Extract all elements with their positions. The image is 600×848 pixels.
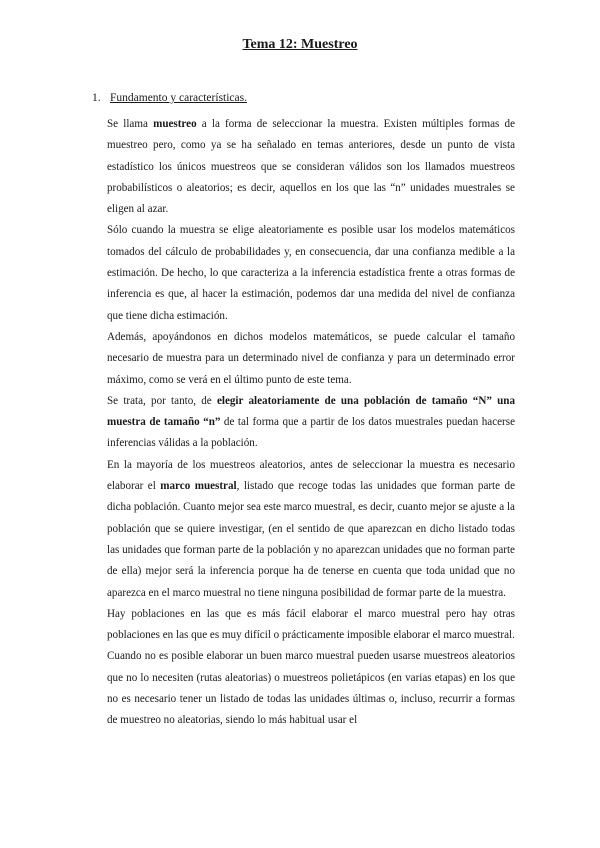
paragraph (107, 114, 515, 220)
paragraph-text: En la mayoría de los muestreos aleatorios, antes de seleccionar la muestra es necesario elaborar el (107, 458, 515, 493)
paragraph: Hay poblaciones en las que es más fácil elaborar el marco muestral pero hay otras poblaciones en las que es muy difícil o prácticamente imposible elaborar el marco muestral. (107, 607, 515, 642)
section-title: Fundamento y características. (110, 92, 247, 104)
section-heading (92, 92, 247, 104)
paragraph: Además, apoyándonos en dichos modelos matemáticos, se puede calcular el tamaño necesario de muestra para un determinado nivel de confianza y para un determinado error máximo, como se verá en el último punto de este tema. (107, 330, 515, 386)
bold-term: elegir aleatoriamente de una población de tamaño “N” una muestra de tamaño “n” (107, 394, 515, 429)
bold-term: muestreo (153, 118, 197, 130)
paragraph-text: de tal forma que a partir de los datos muestrales puedan hacerse inferencias válidas a la población. (107, 416, 515, 450)
bold-term: marco muestral (160, 480, 237, 493)
paragraph-text: Se llama (107, 118, 154, 130)
section-number: 1. (92, 92, 101, 104)
paragraph-text: , listado que recoge todas las unidades que forman parte de dicha población. Cuanto mejor sea este marco muestral, es decir, cuanto mejor se ajuste a la población que se quiere investigar, (en el sentido de que aparezcan en dicho listado todas las unidades que forman parte de la población y no aparezcan unidades que no forman parte de ella) mejor será la inferencia porque ha de tenerse en cuenta que toda unidad que no aparezca en el marco muestral no tiene ninguna posibilidad de formar parte de la muestra. (107, 480, 515, 599)
paragraph (107, 455, 515, 604)
paragraph: Sólo cuando la muestra se elige aleatoriamente es posible usar los modelos matemáticos tomados del cálculo de probabilidades y, en consecuencia, dar una confianza medible a la estimación. De hecho, lo que caracteriza a la inferencia estadística frente a otras formas de inferencia es que, al hacer la estimación, podemos dar una medida del nivel de confianza que tiene dicha estimación. (107, 224, 515, 322)
page-title: Tema 12: Muestreo (242, 37, 358, 52)
paragraph-text: Se trata, por tanto, de (107, 394, 217, 407)
paragraph: Cuando no es posible elaborar un buen marco muestral pueden usarse muestreos aleatorios que no lo necesiten (rutas aleatorias) o muestreos polietápicos (en varias etapas) en los que no es necesario tener un listado de todas las unidades últimas o, incluso, recurrir a formas de muestreo no aleatorias, siendo lo más habitual usar el (107, 650, 515, 727)
paragraph-text: a la forma de seleccionar la muestra. Existen múltiples formas de muestreo pero, como ya se ha señalado en temas anteriores, desde un punto de vista estadístico los únicos muestreos que se consideran válidos son los llamados muestreos probabilísticos o aleatorios; es decir, aquellos en los que las “n” unidades muestrales se eligen al azar. (107, 118, 515, 216)
paragraph (107, 391, 515, 455)
document-body (107, 114, 515, 732)
